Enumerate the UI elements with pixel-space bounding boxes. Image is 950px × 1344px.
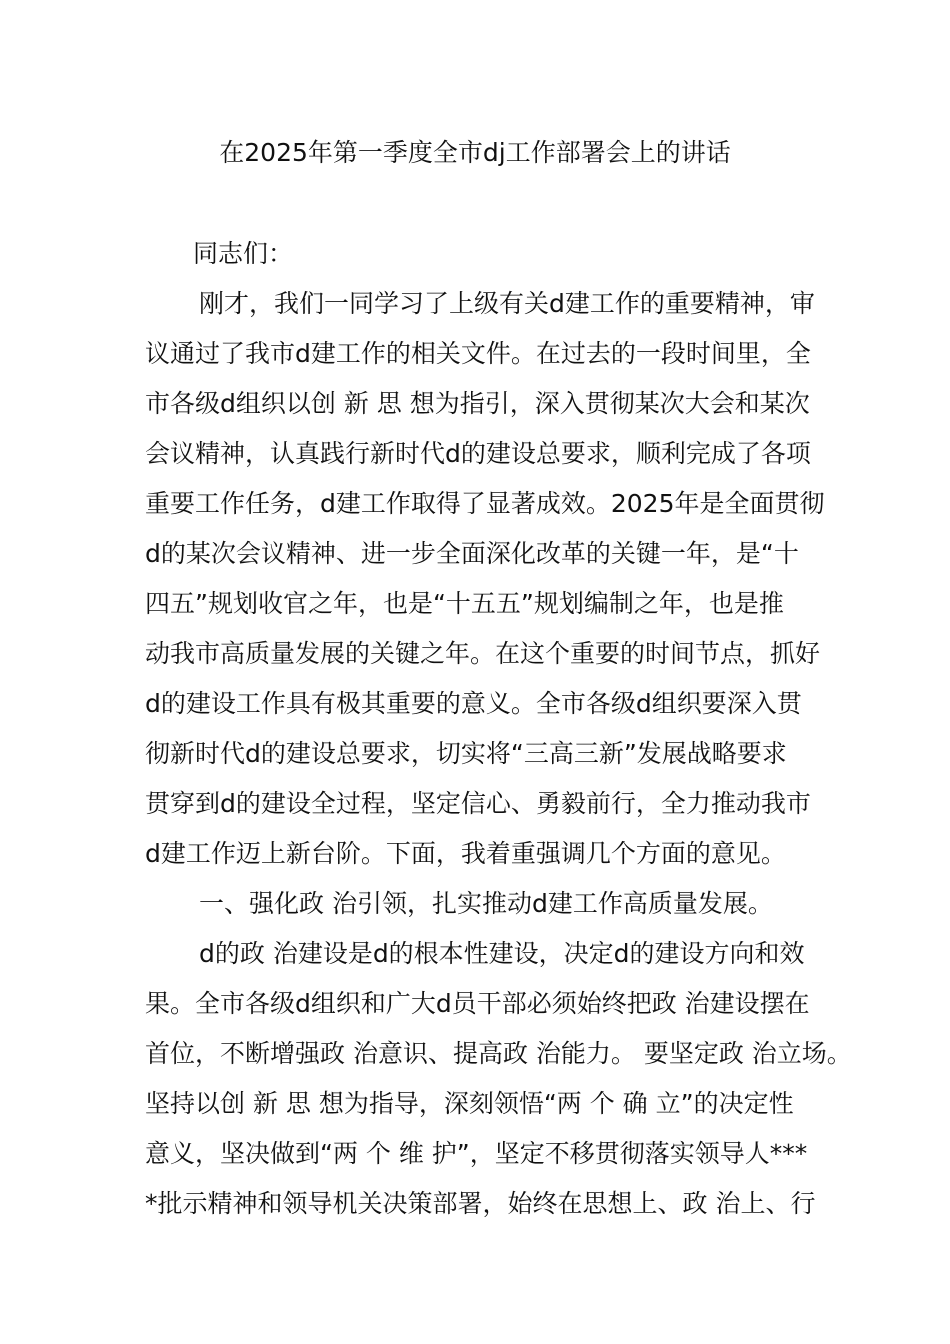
body-line: 贯穿到d的建设全过程，坚定信心、勇毅前行，全力推动我市	[145, 789, 811, 818]
salutation: 同志们：	[193, 239, 294, 268]
body-line: d的政 治建设是d的根本性建设，决定d的建设方向和效	[199, 939, 805, 968]
body-line: 四五”规划收官之年，也是“十五五”规划编制之年，也是推	[145, 589, 784, 618]
body-line: 动我市高质量发展的关键之年。在这个重要的时间节点，抓好	[145, 639, 821, 668]
body-line: d的建设工作具有极其重要的意义。全市各级d组织要深入贯	[145, 689, 802, 718]
body-line: 刚才，我们一同学习了上级有关d建工作的重要精神，审	[199, 289, 815, 318]
body-line: 会议精神，认真践行新时代d的建设总要求，顺利完成了各项	[145, 439, 811, 468]
body-line: *批示精神和领导机关决策部署，始终在思想上、政 治上、行	[145, 1189, 816, 1218]
body-line: 坚持以创 新 思 想为指导，深刻领悟“两 个 确 立”的决定性	[145, 1089, 794, 1118]
body-line: 重要工作任务，d建工作取得了显著成效。2025年是全面贯彻	[145, 489, 825, 518]
section-heading: 一、强化政 治引领，扎实推动d建工作高质量发展。	[199, 889, 773, 918]
body-line: d的某次会议精神、进一步全面深化改革的关键一年，是“十	[145, 539, 799, 568]
document-title: 在2025年第一季度全市dj工作部署会上的讲话	[219, 138, 731, 167]
body-line: 议通过了我市d建工作的相关文件。在过去的一段时间里，全	[145, 339, 811, 368]
body-line: 彻新时代d的建设总要求，切实将“三高三新”发展战略要求	[145, 739, 787, 768]
body-line: d建工作迈上新台阶。下面，我着重强调几个方面的意见。	[145, 839, 786, 868]
body-line: 意义，坚决做到“两 个 维 护”，坚定不移贯彻落实领导人***	[145, 1139, 808, 1168]
body-line: 果。全市各级d组织和广大d员干部必须始终把政 治建设摆在	[145, 989, 810, 1018]
body-line: 市各级d组织以创 新 思 想为指引，深入贯彻某次大会和某次	[145, 389, 810, 418]
body-line: 首位，不断增强政 治意识、提高政 治能力。 要坚定政 治立场。	[145, 1039, 852, 1068]
